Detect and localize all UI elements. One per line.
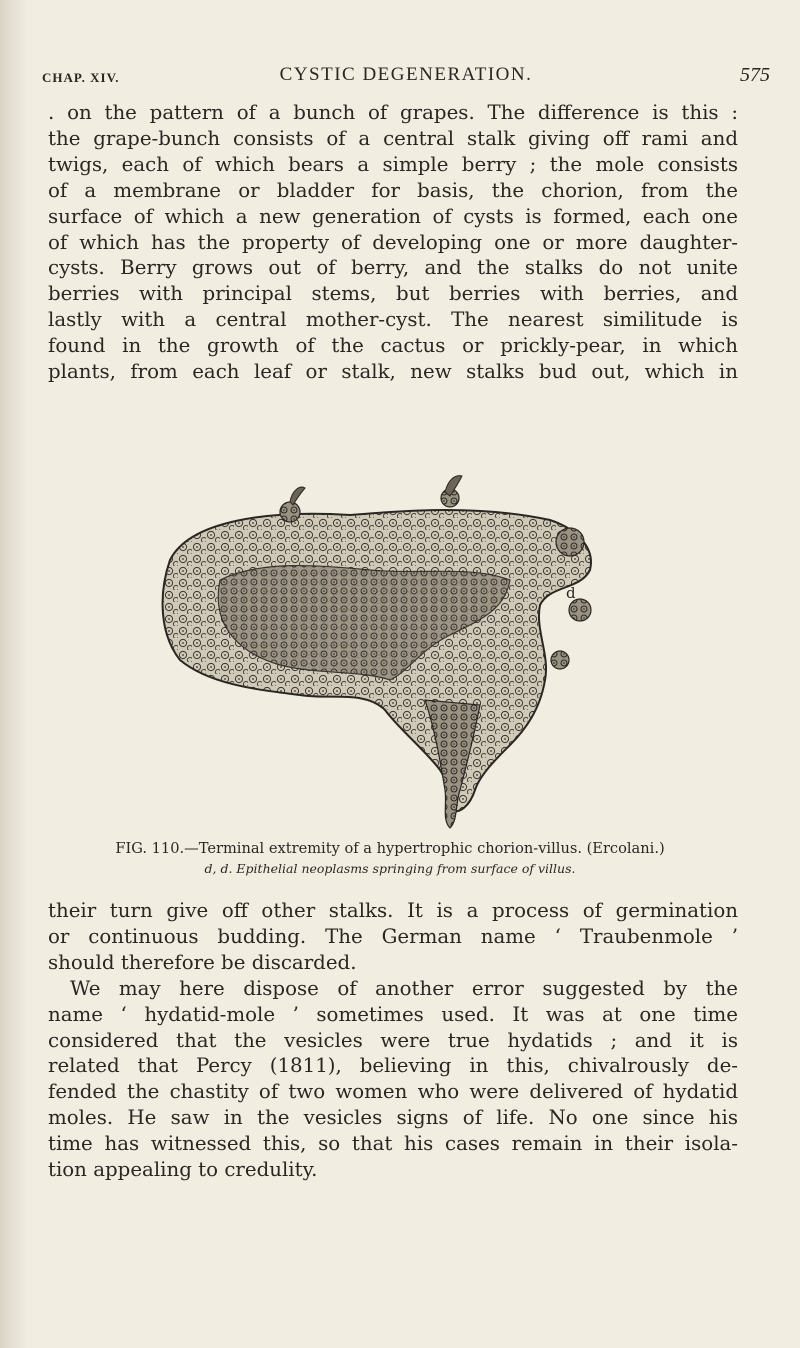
- text-line: should therefore be discarded.: [48, 950, 357, 974]
- figure-subcaption-text: d, d. Epithelial neoplasms springing from surface of villus.: [204, 861, 576, 876]
- paragraph-bottom: [48, 898, 738, 1183]
- figure-caption: [70, 840, 710, 876]
- text-line: found in the growth of the cactus or prickly-pear, in which: [48, 334, 738, 358]
- running-header: [42, 64, 770, 92]
- text-line: or continuous budding. The German name ‘ Traubenmole ’: [48, 924, 738, 948]
- text-line: surface of which a new generation of cysts is formed, each one: [48, 204, 738, 228]
- text-line: tion appealing to credulity.: [48, 1158, 318, 1182]
- page-title: CYSTIC DEGENERATION.: [279, 64, 533, 85]
- text-line: plants, from each leaf or stalk, new stalks bud out, which in: [48, 360, 738, 384]
- text-line: name ‘ hydatid-mole ’ sometimes used. It was at one time: [48, 1002, 738, 1026]
- text-line: their turn give off other stalks. It is a process of germination: [48, 899, 738, 922]
- text-line: We may here dispose of another error suggested by the: [70, 976, 738, 1000]
- epithelial-bud: [280, 502, 300, 522]
- figure-caption-text: FIG. 110.—Terminal extremity of a hypertrophic chorion-villus. (Ercolani.): [115, 840, 665, 857]
- epithelial-bud: [551, 651, 569, 669]
- epithelial-bud: [556, 528, 584, 556]
- figure-chorion-villus-illustration: [150, 470, 620, 830]
- text-line: time has witnessed this, so that his cases remain in their isola-: [48, 1132, 738, 1156]
- epithelial-bud: [569, 599, 591, 621]
- text-line: fended the chastity of two women who were delivered of hydatid: [48, 1080, 738, 1104]
- text-line: . on the pattern of a bunch of grapes. The difference is this :: [48, 101, 738, 124]
- text-line: moles. He saw in the vesicles signs of life. No one since his: [48, 1106, 738, 1130]
- paragraph-top: [48, 100, 738, 385]
- text-line: considered that the vesicles were true hydatids ; and it is: [48, 1028, 738, 1052]
- text-line: the grape-bunch consists of a central stalk giving off rami and: [48, 126, 738, 150]
- epithelial-bud-sprout: [290, 487, 305, 505]
- page-number: 575: [740, 64, 770, 86]
- text-line: lastly with a central mother-cyst. The nearest similitude is: [48, 308, 738, 332]
- text-line: related that Percy (1811), believing in this, chivalrously de-: [48, 1054, 738, 1078]
- page-gutter-shadow: [0, 0, 28, 1348]
- text-line: berries with principal stems, but berries with berries, and: [48, 282, 738, 306]
- figure-label-d: d: [566, 584, 576, 602]
- chapter-label: CHAP. XIV.: [42, 70, 120, 85]
- text-line: twigs, each of which bears a simple berry ; the mole consists: [48, 152, 738, 176]
- text-line: of which has the property of developing one or more daughter-: [48, 230, 738, 254]
- text-line: of a membrane or bladder for basis, the chorion, from the: [48, 178, 738, 202]
- text-line: cysts. Berry grows out of berry, and the stalks do not unite: [48, 256, 738, 280]
